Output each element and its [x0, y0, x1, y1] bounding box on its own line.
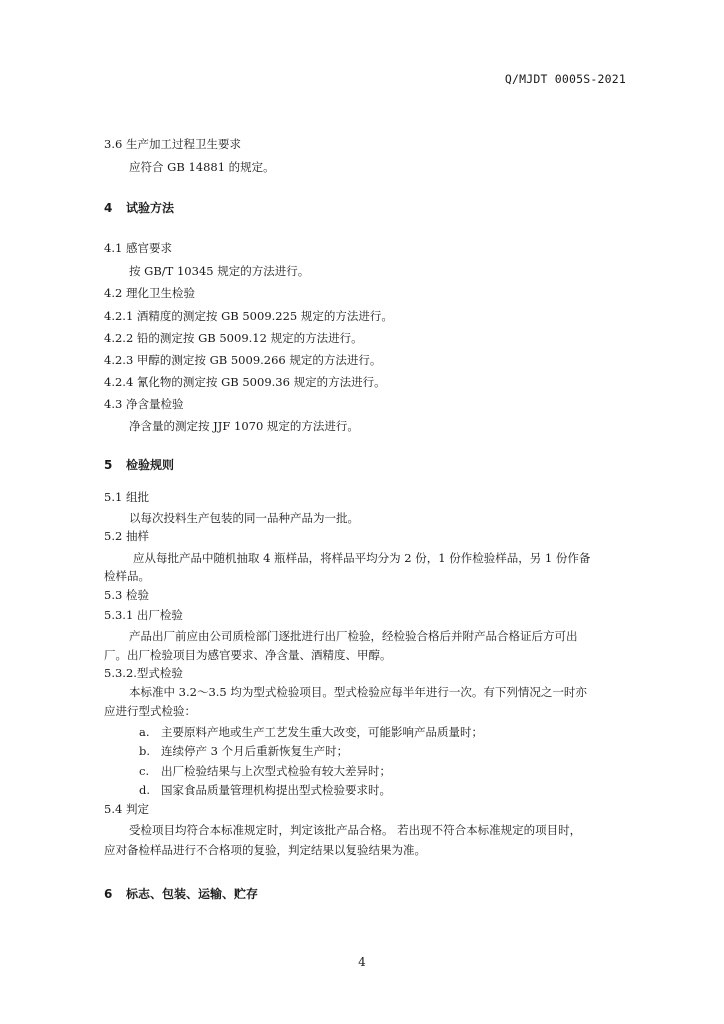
list-item-text: 国家食品质量管理机构提出型式检验要求时。	[161, 783, 391, 797]
clause-5-2-heading: 5.2 抽样	[104, 529, 149, 543]
list-item-marker: c.	[139, 764, 150, 778]
list-item	[139, 725, 483, 739]
clause-5-3-1-heading: 5.3.1 出厂检验	[104, 608, 183, 622]
list-item-text: 连续停产 3 个月后重新恢复生产时；	[161, 744, 349, 758]
list-item	[139, 783, 391, 797]
section-4-title: 试验方法	[126, 201, 175, 215]
clause-3-6-heading: 3.6 生产加工过程卫生要求	[104, 137, 241, 151]
section-4-number: 4	[104, 201, 113, 215]
section-5-heading	[104, 458, 174, 472]
clause-4-2-heading: 4.2 理化卫生检验	[104, 286, 195, 300]
clause-5-3-heading: 5.3 检验	[104, 588, 149, 602]
section-6-number: 6	[104, 887, 113, 901]
list-item-text: 出厂检验结果与上次型式检验有较大差异时；	[161, 764, 391, 778]
standard-number: Q/MJDT 0005S-2021	[504, 72, 626, 86]
clause-5-1-heading: 5.1 组批	[104, 490, 149, 504]
page-number: 4	[358, 955, 366, 969]
clause-5-3-2-body-line-2: 应进行型式检验：	[104, 704, 196, 718]
clause-5-4-body-line-2: 应对备检样品进行不合格项的复验，判定结果以复验结果为准。	[104, 843, 426, 857]
clause-5-3-1-body-line-1: 产品出厂前应由公司质检部门逐批进行出厂检验，经检验合格后并附产品合格证后方可出	[129, 629, 578, 643]
clause-4-2-4: 4.2.4 氰化物的测定按 GB 5009.36 规定的方法进行。	[104, 375, 386, 389]
list-item-marker: d.	[139, 783, 151, 797]
section-4-heading	[104, 201, 174, 215]
list-item	[139, 764, 391, 778]
clause-5-3-2-heading: 5.3.2.型式检验	[104, 666, 183, 680]
clause-4-1-heading: 4.1 感官要求	[104, 241, 172, 255]
list-item-marker: a.	[139, 725, 150, 739]
section-5-number: 5	[104, 458, 113, 472]
clause-4-3-body: 净含量的测定按 JJF 1070 规定的方法进行。	[129, 419, 359, 433]
section-6-heading	[104, 887, 258, 901]
clause-5-1-body: 以每次投料生产包装的同一品种产品为一批。	[129, 511, 359, 525]
list-item-text: 主要原料产地或生产工艺发生重大改变，可能影响产品质量时；	[161, 725, 483, 739]
list-item-marker: b.	[139, 744, 151, 758]
clause-4-3-heading: 4.3 净含量检验	[104, 397, 184, 411]
clause-5-2-body-line-2: 检样品。	[104, 569, 150, 583]
clause-4-2-3: 4.2.3 甲醇的测定按 GB 5009.266 规定的方法进行。	[104, 353, 382, 367]
clause-4-1-body: 按 GB/T 10345 规定的方法进行。	[129, 264, 310, 278]
clause-5-3-1-body-line-2: 厂。出厂检验项目为感官要求、净含量、酒精度、甲醇。	[104, 648, 392, 662]
section-6-title: 标志、包装、运输、贮存	[126, 887, 259, 901]
clause-5-3-2-body-line-1: 本标准中 3.2～3.5 均为型式检验项目。型式检验应每半年进行一次。有下列情况之一时亦	[129, 685, 587, 699]
clause-5-4-heading: 5.4 判定	[104, 802, 149, 816]
list-item	[139, 744, 348, 758]
clause-5-2-body-line-1: 应从每批产品中随机抽取 4 瓶样品，将样品平均分为 2 份，1 份作检验样品，另 1 份作备	[133, 551, 591, 565]
clause-5-4-body-line-1: 受检项目均符合本标准规定时，判定该批产品合格。 若出现不符合本标准规定的项目时，	[129, 823, 582, 837]
section-5-title: 检验规则	[126, 458, 175, 472]
clause-4-2-1: 4.2.1 酒精度的测定按 GB 5009.225 规定的方法进行。	[104, 309, 393, 323]
clause-4-2-2: 4.2.2 铅的测定按 GB 5009.12 规定的方法进行。	[104, 331, 363, 345]
clause-3-6-body: 应符合 GB 14881 的规定。	[129, 160, 275, 174]
